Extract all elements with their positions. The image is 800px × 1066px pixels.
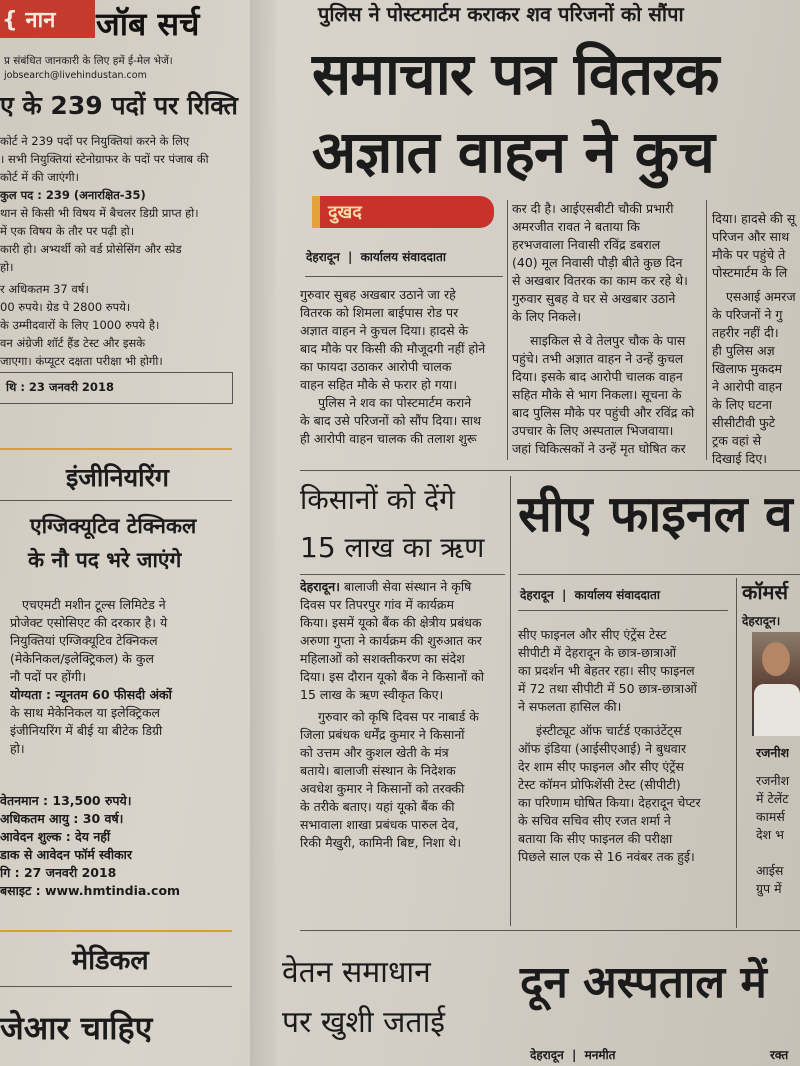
story2-line: महिलाओं को सशक्तीकरण का संदेश	[300, 651, 465, 666]
story1-line: के लिए निकले।	[512, 309, 582, 324]
story4-photo	[752, 632, 800, 736]
left-column	[0, 0, 258, 1066]
story1-byline-place: देहरादून	[306, 250, 340, 264]
story1-col3	[712, 210, 800, 468]
person-shirt-icon	[754, 684, 800, 736]
job1-line: हो।	[0, 260, 14, 274]
story3-line: सीपीटी में देहरादून के छात्र-छात्राओं	[518, 645, 677, 660]
page-fold-shadow	[250, 0, 276, 1066]
category-engineering: इंजीनियरिंग	[66, 463, 169, 492]
story3-byline-rule	[518, 610, 728, 611]
story3-line: का परिणाम घोषित किया। देहरादून चेप्टर	[518, 795, 701, 810]
tag-label: दुखद	[328, 202, 362, 223]
bottom-byline	[530, 1046, 616, 1063]
story3-line: का प्रदर्शन भी बेहतर रहा। सीए फाइनल	[518, 663, 695, 678]
tag-dukhad	[312, 196, 494, 228]
story2-line: अवधेश कुमार ने किसानों को तरक्की	[300, 781, 465, 796]
story4-line	[756, 844, 800, 862]
story1-vrule-1	[507, 200, 508, 460]
story3-byline	[520, 586, 660, 603]
job1-line: कारी हो। अभ्यर्थी को वर्ड प्रोसेसिंग और स्प्रेड	[0, 242, 182, 256]
section-title-jobsearch: जॉब सर्च	[96, 5, 200, 43]
story1-bottom-rule	[300, 470, 800, 471]
story1-line: दिया। इसके बाद आरोपी चालक वाहन	[512, 369, 683, 384]
story1-line: उपचार के लिए अस्पताल भिजवाया।	[512, 423, 674, 438]
story1-line: पोस्टमार्टम के लि	[712, 265, 788, 280]
job1-line: के उम्मीदवारों के लिए 1000 रुपये है।	[0, 318, 160, 332]
story1-line: अज्ञात वाहन ने कुचल दिया। हादसे के	[300, 323, 469, 338]
story1-vrule-2	[706, 200, 707, 460]
job1-date-box	[0, 372, 233, 404]
job2-line: के साथ मेकेनिकल या इलेक्ट्रिकल	[10, 705, 161, 720]
story2-line: गुरुवार को कृषि दिवस पर नाबार्ड के	[318, 709, 479, 724]
story3-headline: सीए फाइनल व	[518, 485, 793, 543]
left-divider-1	[0, 448, 232, 450]
bottom-byline-place: देहरादून	[530, 1048, 564, 1062]
story1-line: ने आरोपी वाहन	[712, 379, 783, 394]
job2-heading-1: एग्जिक्यूटिव टेक्निकल	[30, 514, 197, 538]
main-headline-line1: समाचार पत्र वितरक	[312, 40, 719, 108]
story1-line: ट्रक वहां से	[712, 433, 762, 448]
story2-line: दिवस पर तिपरपुर गांव में कार्यक्रम	[300, 597, 455, 612]
story3-line: ने सफलता हासिल की।	[518, 699, 622, 714]
story4-line: में टेलेंट	[756, 791, 789, 806]
story3-line: इंस्टीट्यूट ऑफ चार्टर्ड एकाउंटेंट्स	[536, 723, 682, 738]
story2-headline-1: किसानों को देंगे	[300, 483, 455, 516]
story1-line: एसआई अमरज	[726, 289, 796, 304]
job2-website[interactable]: बसाइट : www.hmtindia.com	[0, 883, 181, 898]
job2-details	[0, 792, 235, 900]
bottom-section-rule	[300, 930, 800, 931]
story4-line: रजनीश	[756, 773, 790, 788]
job2-detail: डाक से आवेदन फॉर्म स्वीकार	[0, 847, 133, 862]
story1-line: दिया। हादसे की सू	[712, 211, 796, 226]
story1-line: के परिजनों ने गु	[712, 307, 783, 322]
story4-body	[756, 772, 800, 898]
story2-line: किया। इसमें यूको बैंक की क्षेत्रीय प्रबंधक	[300, 615, 482, 630]
story2-line: बताये। बालाजी संस्थान के निदेशक	[300, 763, 456, 778]
story1-line: मौके पर पहुंचे ते	[712, 247, 786, 262]
story1-line: गुरुवार सुबह वे घर से अखबार उठाने	[512, 291, 676, 306]
story3-line: सीए फाइनल और सीए एंट्रेंस टेस्ट	[518, 627, 667, 642]
story2-line: दिया। इस दौरान यूको बैंक ने किसानों को	[300, 669, 484, 684]
tag-accent	[312, 196, 320, 228]
story2-line: के तरीके बताए। यहां यूको बैंक की	[300, 799, 455, 814]
job1-body	[0, 132, 240, 370]
story1-byline-sep: |	[347, 250, 353, 264]
story2-line-text: बालाजी सेवा संस्थान ने कृषि	[343, 579, 472, 594]
story4-line: आईस	[756, 863, 784, 878]
story1-line: के लिए घटना	[712, 397, 773, 412]
story4-caption: रजनीश	[756, 745, 790, 760]
story1-col2	[512, 200, 704, 458]
job2-line: एचएमटी मशीन टूल्स लिमिटेड ने	[22, 597, 166, 612]
story2-vrule	[510, 476, 511, 926]
left-divider-2	[0, 500, 232, 501]
top-strip: पुलिस ने पोस्टमार्टम कराकर शव परिजनों को सौंपा	[318, 2, 684, 26]
story4-line: ग्रुप में	[756, 881, 782, 896]
story3-line: बताया कि सीए फाइनल की परीक्षा	[518, 831, 673, 846]
header-left-fragment: { नान	[2, 8, 56, 33]
category-medical: मेडिकल	[72, 945, 149, 976]
job1-line: थान से किसी भी विषय में बैचलर डिग्री प्राप्त हो।	[0, 206, 199, 220]
story1-line: (40) मूल निवासी पौड़ी बीते कुछ दिन	[512, 255, 683, 270]
story1-line: पुलिस ने शव का पोस्टमार्टम कराने	[318, 395, 472, 410]
job1-line: र अधिकतम 37 वर्ष।	[0, 282, 89, 296]
story1-line: हरभजवाला निवासी रविंद्र डबराल	[512, 237, 661, 252]
story4-line: कामर्स	[756, 809, 785, 824]
contact-email[interactable]: jobsearch@livehindustan.com	[4, 70, 147, 81]
job1-line: में एक विषय के तौर पर पढ़ी हो।	[0, 224, 135, 238]
story4-line: देश भ	[756, 827, 784, 842]
job1-line: 00 रुपये। ग्रेड पे 2800 रुपये।	[0, 300, 131, 314]
story3-line: पिछले साल एक से 16 नवंबर तक हुई।	[518, 849, 695, 864]
person-icon	[762, 642, 790, 676]
job1-last-date: थि : 23 जनवरी 2018	[6, 380, 114, 394]
story1-line: गुरुवार सुबह अखबार उठाने जा रहे	[300, 287, 456, 302]
story1-col1	[300, 286, 505, 448]
story1-byline	[306, 248, 446, 265]
story1-byline-rule	[305, 276, 503, 277]
story1-line: पहुंचे। तभी अज्ञात वाहन ने उन्हें कुचल	[512, 351, 684, 366]
job2-detail: गि : 27 जनवरी 2018	[0, 865, 117, 880]
left-divider-4	[0, 986, 232, 987]
job2-line: इंजीनियरिंग में बीई या बीटेक डिग्री	[10, 723, 163, 738]
story1-line: वाहन सहित मौके से फरार हो गया।	[300, 377, 458, 392]
story2-byline-place: देहरादून।	[300, 579, 340, 594]
job1-line: वन अंग्रेजी शॉर्ट हैंड टेस्ट और इसके	[0, 336, 146, 350]
job2-line: नौ पदों पर होंगी।	[10, 669, 87, 684]
story1-line: जहां चिकित्सकों ने उन्हें मृत घोषित कर	[512, 441, 686, 456]
story2-line: जिला प्रबंधक धर्मेंद्र कुमार ने किसानों	[300, 727, 465, 742]
story2-line: अरुणा गुप्ता ने कार्यक्रम की शुरुआत कर	[300, 633, 482, 648]
job1-line: कुल पद : 239 (अनारक्षित-35)	[0, 188, 146, 202]
bottom-right-fragment: रक्त	[770, 1048, 789, 1062]
bottom-byline-author: मनमीत	[584, 1048, 616, 1062]
bottom-headline-left-1: वेतन समाधान	[282, 955, 431, 990]
job2-line: हो।	[10, 741, 25, 756]
job2-detail: वेतनमान : 13,500 रुपये।	[0, 793, 132, 808]
story1-line: सीसीटीवी फुटे	[712, 415, 776, 430]
story1-line: परिजन और साथ	[712, 229, 790, 244]
job2-heading-2: के नौ पद भरे जाएंगे	[28, 548, 182, 572]
story3-line: देर शाम सीए फाइनल और सीए एंट्रेंस	[518, 759, 684, 774]
job2-body	[10, 596, 235, 758]
job2-detail: अधिकतम आयु : 30 वर्ष।	[0, 811, 124, 826]
story1-line: बाद पुलिस मौके पर पहुंची और रविंद्र को	[512, 405, 695, 420]
story2-line	[300, 578, 508, 596]
story3-vrule	[736, 578, 737, 928]
job1-line: कोर्ट ने 239 पदों पर नियुक्तियां करने के लिए	[0, 134, 190, 148]
story1-line: ही आरोपी वाहन चालक की तलाश शुरू	[300, 431, 477, 446]
story2-line: 15 लाख के ऋण स्वीकृत किए।	[300, 687, 444, 702]
story3-byline-place: देहरादून	[520, 588, 554, 602]
story1-line: वितरक को शिमला बाईपास रोड पर	[300, 305, 459, 320]
story3-line: टेस्ट कॉमन प्रोफिशेंसी टेस्ट (सीपीटी)	[518, 777, 681, 792]
main-headline-line2: अज्ञात वाहन ने कुच	[312, 118, 714, 186]
story2-headline-2: 15 लाख का ऋण	[300, 531, 485, 564]
story1-line: खिलाफ मुकदम	[712, 361, 782, 376]
job2-line: योग्यता : न्यूनतम 60 फीसदी अंकों	[10, 687, 172, 702]
story1-line: का फायदा उठाकर आरोपी चालक	[300, 359, 452, 374]
story1-line: से अखबार वितरक का काम कर रहे थे।	[512, 273, 688, 288]
bottom-headline-left-2: पर खुशी जताई	[282, 1005, 445, 1040]
job2-line: नियुक्तियां एग्जिक्यूटिव टेक्निकल	[10, 633, 158, 648]
story2-line: को उत्तम और कुशल खेती के मंत्र	[300, 745, 449, 760]
story3-body	[518, 626, 732, 866]
job1-heading: ए के 239 पदों पर रिक्ति	[0, 91, 238, 120]
job1-line: । सभी नियुक्तियां स्टेनोग्राफर के पदों पर पंजाब की	[0, 152, 209, 166]
story3-line: ऑफ इंडिया (आईसीएआई) ने बुधवार	[518, 741, 687, 756]
story2-body	[300, 578, 508, 852]
job2-detail: आवेदन शुल्क : देय नहीं	[0, 829, 111, 844]
story4-byline: देहरादून।	[742, 614, 781, 628]
job1-line: जाएगा। कंप्यूटर दक्षता परीक्षा भी होगी।	[0, 354, 163, 368]
bottom-byline-sep: |	[571, 1048, 577, 1062]
story4-headline: कॉमर्स	[742, 580, 789, 604]
story1-line: बाद मौके पर किसी की मौजूदगी नहीं होने	[300, 341, 486, 356]
story2-headline-rule	[300, 574, 505, 575]
job1-line: कोर्ट में की जाएंगी।	[0, 170, 79, 184]
story1-line: कर दी है। आईएसबीटी चौकी प्रभारी	[512, 201, 674, 216]
story3-byline-author: कार्यालय संवाददाता	[574, 588, 660, 602]
story3-byline-sep: |	[561, 588, 567, 602]
story2-line: रिकी मैखुरी, कामिनी बिष्ट, निशा थे।	[300, 835, 462, 850]
left-divider-3	[0, 930, 232, 932]
story1-line: तहरीर नहीं दी।	[712, 325, 779, 340]
bottom-headline-right: दून अस्पताल में	[520, 957, 767, 1008]
contact-note: प्र संबंधित जानकारी के लिए हमें ई-मेल भेजें।	[4, 55, 173, 67]
story1-line: ही पुलिस अज्ञ	[712, 343, 775, 358]
story3-line: में 72 तथा सीपीटी में 50 छात्र-छात्राओं	[518, 681, 697, 696]
story1-byline-author: कार्यालय संवाददाता	[360, 250, 446, 264]
job2-line: (मेकेनिकल/इलेक्ट्रिकल) के कुल	[10, 651, 154, 666]
story3-line: के सचिव सचिव सीए रजत शर्मा ने	[518, 813, 671, 828]
job2-line: प्रोजेक्ट एसोसिएट की दरकार है। ये	[10, 615, 168, 630]
story1-line: सहित मौके से भाग निकला। सूचना के	[512, 387, 682, 402]
story1-line: के बाद उसे परिजनों को सौंप दिया। साथ	[300, 413, 482, 428]
story1-line: अमरजीत रावत ने बताया कि	[512, 219, 640, 234]
story1-line: दिखाई दिए।	[712, 451, 767, 466]
bottom-left-heading: जेआर चाहिए	[0, 1009, 153, 1047]
story3-headline-rule	[518, 574, 800, 575]
story1-line: साइकिल से वे तेलपुर चौक के पास	[530, 333, 686, 348]
story2-line: सभावाला शाखा प्रबंधक पारुल देव,	[300, 817, 459, 832]
